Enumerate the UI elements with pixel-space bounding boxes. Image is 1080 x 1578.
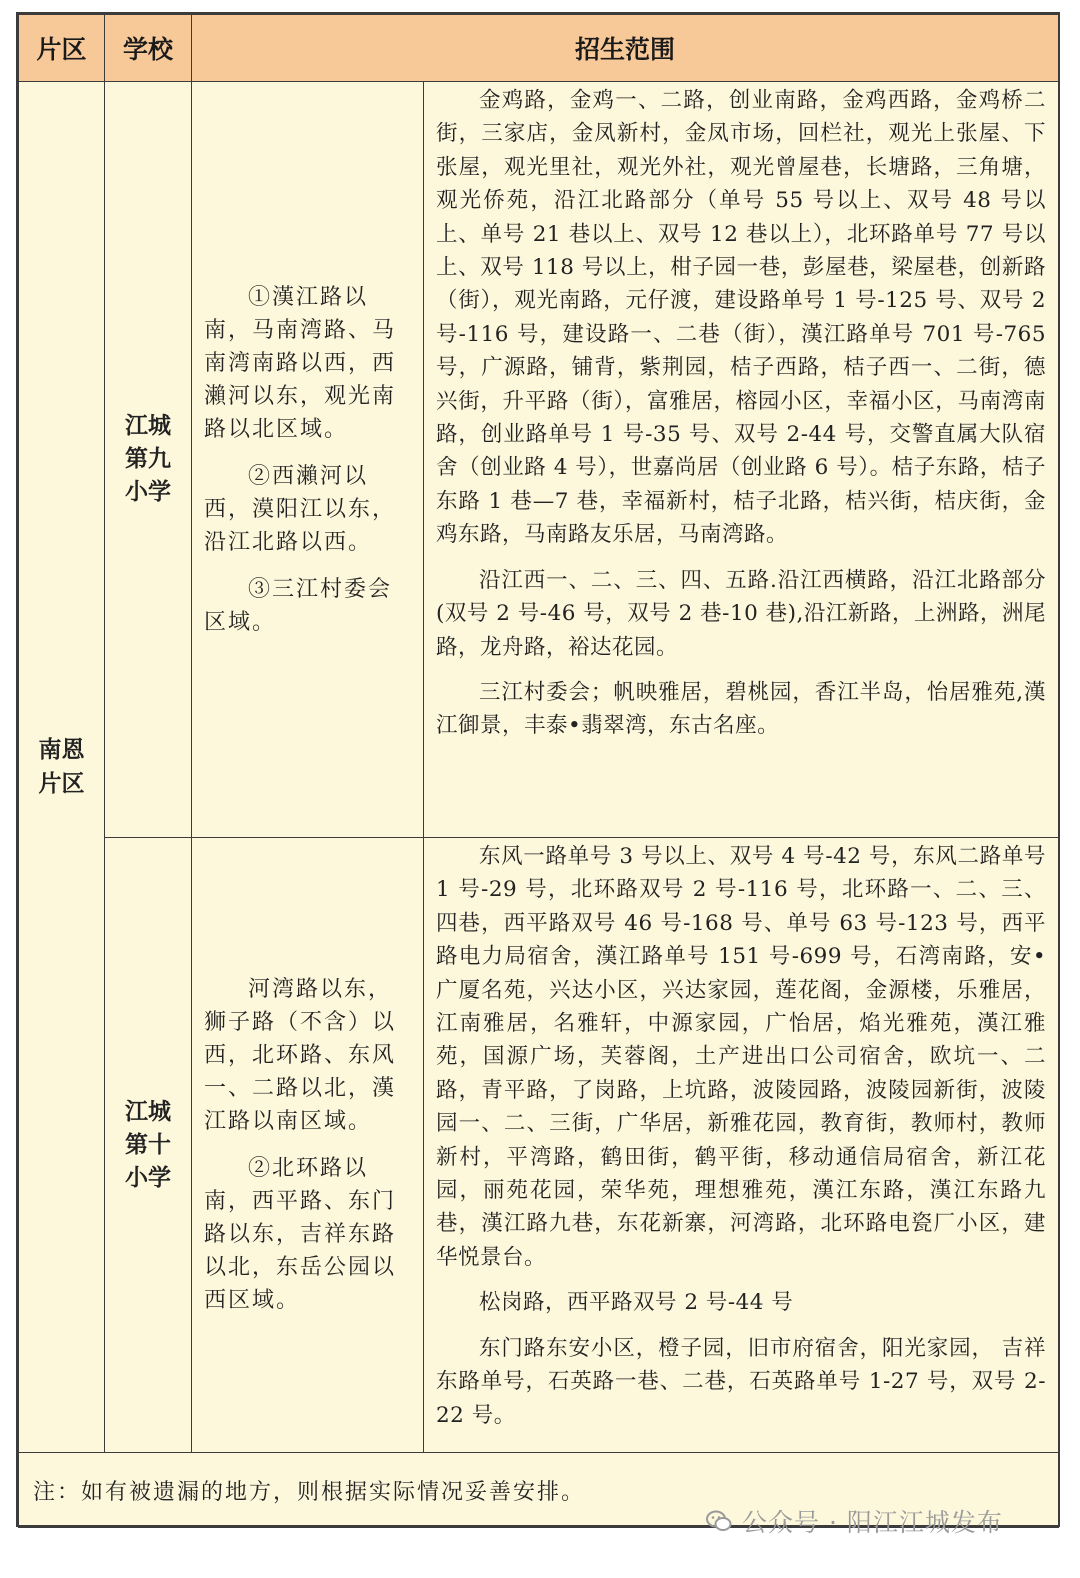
watermark xyxy=(706,1503,1003,1539)
school-name: 江城 第十 小学 xyxy=(125,1098,171,1191)
area-description-cell xyxy=(192,838,424,1453)
watermark-text: 公众号 · 阳江江城发布 xyxy=(742,1508,1003,1537)
area-paragraph: ②西瀨河以西，漠阳江以东，沿江北路以西。 xyxy=(204,463,397,555)
table-header-row xyxy=(19,15,1059,82)
school-name: 江城 第九 小学 xyxy=(125,413,171,505)
wechat-icon xyxy=(706,1508,732,1534)
header-range: 招生范围 xyxy=(192,15,1059,82)
area-description-cell xyxy=(192,82,424,838)
range-paragraph: 东风一路单号 3 号以上、双号 4 号-42 号，东风二路单号 1 号-29 号，北环路双号 2 号-116 号，北环路一、二、三、四巷，西平路双号 46 号-168 号、单号 63 号-123 号，西平路电力局宿舍，漢江路单号 151 号-699 号，石湾南路，安•广厦名苑，兴达小区，兴达家园，莲花阁，金源楼，乐雅居，江南雅居，名雅轩，中源家园，广怡居，焰光雅苑，漢江雅苑，国源广场，芙蓉阁，土产进出口公司宿舍，欧坑一、二路，青平路，了岗路，上坑路，波陵园路，波陵园新街，波陵园一、二、三街，广华居，新雅花园，教育街，教师村，教师新村，平湾路，鹤田街，鹤平街，移动通信局宿舍，新江花园，丽苑花园，荣华苑，理想雅苑，漢江东路，漢江东路九巷，漢江路九巷，东花新寨，河湾路，北环路电瓷厂小区，建华悦景台。 xyxy=(436,844,1047,1270)
school-cell xyxy=(105,838,192,1453)
area-paragraph: ②北环路以南，西平路、东门路以东，吉祥东路以北，东岳公园以西区域。 xyxy=(204,1156,397,1313)
school-cell xyxy=(105,82,192,838)
enrollment-table xyxy=(18,14,1059,1528)
header-school: 学校 xyxy=(105,15,192,82)
enrollment-table-frame xyxy=(16,12,1060,1527)
enrollment-range-cell xyxy=(424,82,1059,838)
area-paragraph: 河湾路以东，狮子路（不含）以西，北环路、东风一、二路以北，漢江路以南区域。 xyxy=(204,977,397,1134)
table-row xyxy=(19,82,1059,838)
region-name: 南恩 片区 xyxy=(38,737,85,797)
header-region: 片区 xyxy=(19,15,105,82)
range-paragraph: 沿江西一、二、三、四、五路.沿江西横路，沿江北路部分(双号 2 号-46 号，双号 2 巷-10 巷),沿江新路，上洲路，洲尾路，龙舟路，裕达花园。 xyxy=(436,567,1047,660)
range-paragraph: 松岗路，西平路双号 2 号-44 号 xyxy=(479,1290,794,1316)
region-cell xyxy=(19,82,105,1453)
table-row xyxy=(19,838,1059,1453)
area-paragraph: ①漢江路以南，马南湾路、马南湾南路以西，西瀨河以东，观光南路以北区域。 xyxy=(204,284,397,442)
range-paragraph: 东门路东安小区，橙子园，旧市府宿舍，阳光家园， 吉祥东路单号，石英路一巷、二巷，石英路单号 1-27 号，双号 2-22 号。 xyxy=(436,1335,1047,1428)
area-paragraph: ③三江村委会区域。 xyxy=(204,576,393,635)
range-paragraph: 三江村委会；帆映雅居，碧桃园，香江半岛，怡居雅苑,漢江御景，丰泰•翡翠湾，东古名座。 xyxy=(436,679,1047,739)
note-text: 注：如有被遗漏的地方，则根据实际情况妥善安排。 xyxy=(19,1453,1059,1528)
enrollment-range-cell xyxy=(424,838,1059,1453)
range-paragraph: 金鸡路，金鸡一、二路，创业南路，金鸡西路，金鸡桥二街，三家店，金凤新村，金凤市场，回栏社，观光上张屋、下张屋，观光里社，观光外社，观光曾屋巷，长塘路，三角塘，观光侨苑，沿江北路部分（单号 55 号以上、双号 48 号以上、单号 21 巷以上、双号 12 巷以上），北环路单号 77 号以上、双号 118 号以上，柑子园一巷，彭屋巷，梁屋巷，创新路（街），观光南路，元仔渡，建设路单号 1 号-125 号、双号 2 号-116 号，建设路一、二巷（街），漢江路单号 701 号-765 号，广源路，铺背，紫荆园，桔子西路，桔子西一、二街，德兴街，升平路（街），富雅居，榕园小区，幸福小区，马南湾南路，创业路单号 1 号-35 号、双号 2-44 号，交警直属大队宿舍（创业路 4 号），世嘉尚居（创业路 6 号）。桔子东路，桔子东路 1 巷—7 巷，幸福新村，桔子北路，桔兴街，桔庆街，金鸡东路，马南路友乐居，马南湾路。 xyxy=(436,88,1047,548)
